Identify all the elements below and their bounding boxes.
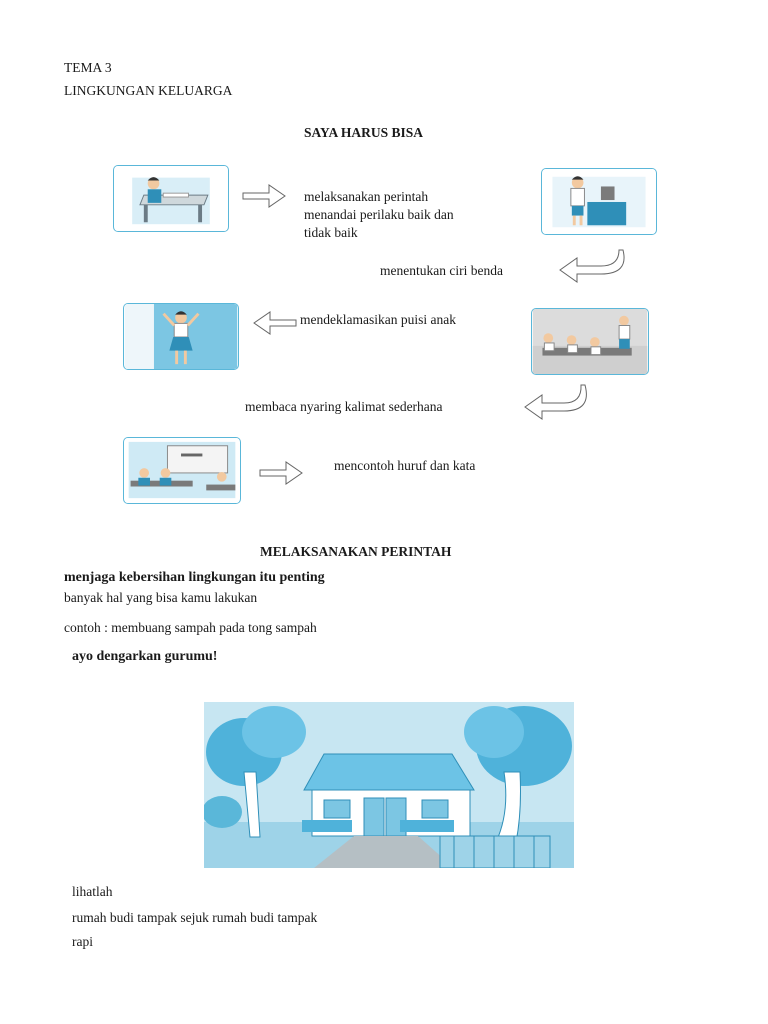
arrow-curved-left-icon: [557, 248, 629, 288]
section-title-melaksanakan-perintah: MELAKSANAKAN PERINTAH: [260, 544, 452, 559]
item-membaca-nyaring: membaca nyaring kalimat sederhana: [245, 399, 443, 414]
item-melaksanakan-perintah: melaksanakan perintah: [304, 189, 429, 204]
illustration-classroom-copying: [123, 437, 241, 504]
text-lihatlah: lihatlah: [72, 884, 113, 899]
illustration-house: [204, 702, 574, 868]
text-ayo-dengarkan: ayo dengarkan gurumu!: [72, 649, 218, 664]
text-banyak-hal: banyak hal yang bisa kamu lakukan: [64, 590, 258, 605]
text-contoh: contoh : membuang sampah pada tong sampah: [64, 620, 317, 635]
subtitle-kebersihan: menjaga kebersihan lingkungan itu penting: [64, 570, 325, 585]
illustration-student-reciting: [123, 303, 239, 370]
item-mendeklamasikan-puisi: mendeklamasikan puisi anak: [300, 312, 456, 327]
arrow-curved-left-icon: [522, 383, 592, 425]
section-title-saya-harus-bisa: SAYA HARUS BISA: [304, 125, 424, 140]
illustration-student-trash: [541, 168, 657, 235]
tema-label: TEMA 3: [64, 60, 112, 75]
arrow-left-icon: [252, 309, 298, 337]
text-rumah-budi: rumah budi tampak sejuk rumah budi tampak: [72, 910, 318, 925]
item-menentukan-ciri-benda: menentukan ciri benda: [380, 263, 503, 278]
item-tidak-baik: tidak baik: [304, 225, 358, 240]
item-mencontoh-huruf: mencontoh huruf dan kata: [334, 458, 476, 473]
arrow-right-icon: [241, 182, 287, 210]
illustration-class-listening: [531, 308, 649, 375]
illustration-student-writing: [113, 165, 229, 232]
subtema-label: LINGKUNGAN KELUARGA: [64, 83, 233, 98]
text-rapi: rapi: [72, 934, 93, 949]
arrow-right-icon: [258, 458, 304, 488]
item-menandai-perilaku: menandai perilaku baik dan: [304, 207, 454, 222]
